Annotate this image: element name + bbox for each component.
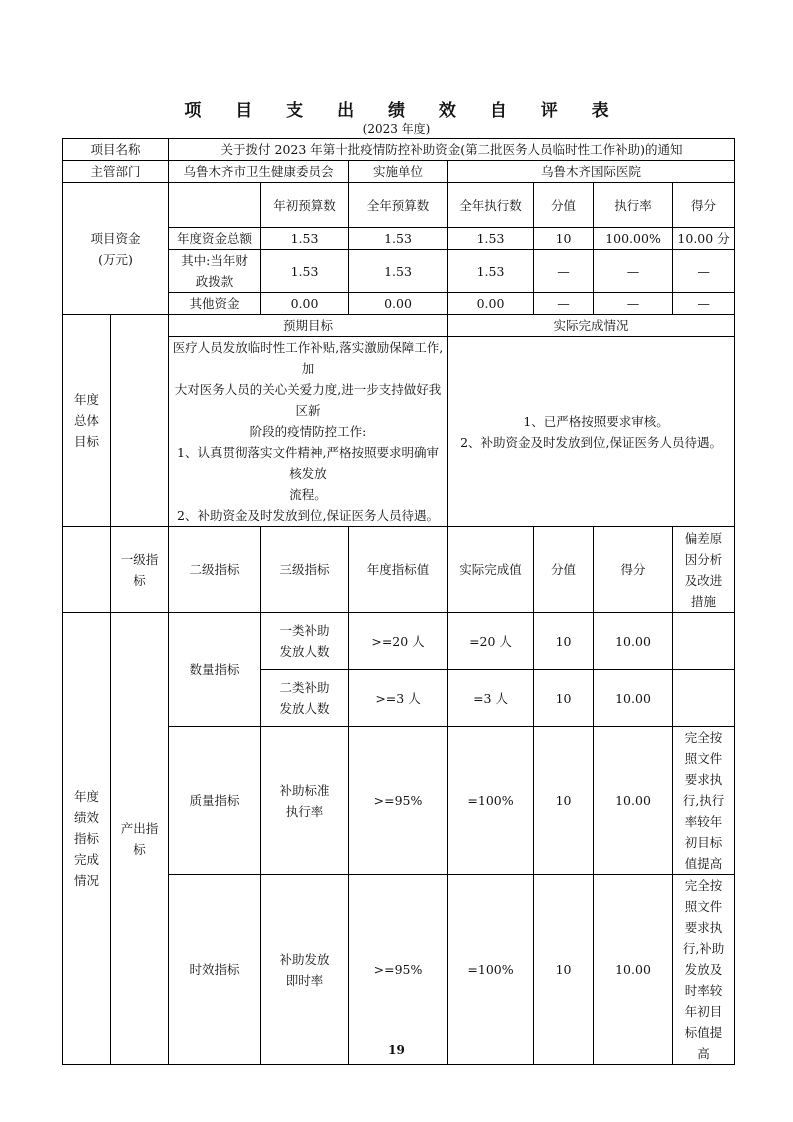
funds-header: 分值 bbox=[534, 183, 594, 228]
funds-header: 得分 bbox=[673, 183, 735, 228]
goals-header-row bbox=[63, 315, 735, 337]
dept-label: 主管部门 bbox=[63, 161, 169, 183]
expected-goal-header: 预期目标 bbox=[169, 315, 448, 337]
funds-cell: 1.53 bbox=[261, 250, 349, 293]
actual-value: =100% bbox=[448, 727, 534, 875]
deviation-note: 完全按照文件要求执行,补助发放及时率较年初目标值提高 bbox=[673, 875, 735, 1065]
level2-indicator: 时效指标 bbox=[169, 875, 261, 1065]
actual-result-header: 实际完成情况 bbox=[448, 315, 735, 337]
deviation-note bbox=[673, 670, 735, 727]
funds-cell: 1.53 bbox=[448, 228, 534, 250]
indicator-header: 实际完成值 bbox=[448, 527, 534, 613]
actual-value: =20 人 bbox=[448, 613, 534, 670]
level1-indicator: 产出指标 bbox=[111, 613, 169, 1065]
indicator-header: 得分 bbox=[594, 527, 673, 613]
level3-indicator: 补助发放即时率 bbox=[261, 875, 349, 1065]
target-value: >=3 人 bbox=[349, 670, 448, 727]
deviation-note: 完全按照文件要求执行,执行率较年初目标值提高 bbox=[673, 727, 735, 875]
score-value: 10 bbox=[534, 670, 594, 727]
actual-value: =3 人 bbox=[448, 670, 534, 727]
funds-cell: 1.53 bbox=[448, 250, 534, 293]
funds-header: 全年预算数 bbox=[349, 183, 448, 228]
project-name-row bbox=[63, 139, 735, 161]
expected-goal-line: 1、认真贯彻落实文件精神,严格按照要求明确审核发放 bbox=[177, 445, 439, 481]
got-value: 10.00 bbox=[594, 613, 673, 670]
funds-cell: — bbox=[673, 293, 735, 315]
page-subtitle: (2023 年度) bbox=[362, 122, 431, 136]
funds-header-row bbox=[63, 183, 735, 228]
actual-result-line: 1、已严格按照要求审核。 bbox=[523, 413, 669, 429]
indicator-header: 分值 bbox=[534, 527, 594, 613]
target-value: >=95% bbox=[349, 727, 448, 875]
score-value: 10 bbox=[534, 613, 594, 670]
funds-label bbox=[63, 183, 169, 315]
funds-header: 全年执行数 bbox=[448, 183, 534, 228]
expected-goal-line: 阶段的疫情防控工作: bbox=[249, 424, 367, 439]
level3-indicator: 二类补助发放人数 bbox=[261, 670, 349, 727]
funds-row-label: 年度资金总额 bbox=[169, 228, 261, 250]
indicator-row bbox=[63, 613, 735, 670]
expected-goal-line: 2、补助资金及时发放到位,保证医务人员待遇。 bbox=[177, 508, 439, 523]
page-title: 项 目 支 出 绩 效 自 评 表 bbox=[184, 101, 623, 121]
actual-result-line: 2、补助资金及时发放到位,保证医务人员待遇。 bbox=[460, 434, 723, 450]
indicator-header-row bbox=[63, 527, 735, 613]
target-value: >=95% bbox=[349, 875, 448, 1065]
funds-header: 年初预算数 bbox=[261, 183, 349, 228]
funds-cell: 0.00 bbox=[448, 293, 534, 315]
impl-label: 实施单位 bbox=[349, 161, 448, 183]
funds-row-label: 其他资金 bbox=[169, 293, 261, 315]
got-value: 10.00 bbox=[594, 727, 673, 875]
indicator-header: 年度指标值 bbox=[349, 527, 448, 613]
indicator-header: 偏差原因分析及改进措施 bbox=[673, 527, 735, 613]
expected-goal-line: 医疗人员发放临时性工作补贴,落实激励保障工作,加 bbox=[172, 340, 444, 376]
got-value: 10.00 bbox=[594, 670, 673, 727]
funds-cell: 10.00 分 bbox=[673, 228, 735, 250]
actual-result-text bbox=[448, 337, 735, 527]
got-value: 10.00 bbox=[594, 875, 673, 1065]
funds-cell: — bbox=[534, 250, 594, 293]
funds-cell: — bbox=[673, 250, 735, 293]
department-row bbox=[63, 161, 735, 183]
indicator-section-label: 年度绩效指标完成情况 bbox=[63, 613, 111, 1065]
funds-cell: 0.00 bbox=[261, 293, 349, 315]
funds-header: 执行率 bbox=[594, 183, 673, 228]
expected-goal-line: 大对医务人员的关心关爱力度,进一步支持做好我区新 bbox=[174, 382, 442, 418]
level2-indicator: 数量指标 bbox=[169, 613, 261, 727]
deviation-note bbox=[673, 613, 735, 670]
funds-label-line1: 项目资金 bbox=[90, 230, 141, 246]
project-name-value: 关于拨付 2023 年第十批疫情防控补助资金(第二批医务人员临时性工作补助)的通知 bbox=[169, 139, 735, 161]
funds-cell: — bbox=[594, 250, 673, 293]
indicator-header: 三级指标 bbox=[261, 527, 349, 613]
project-name-label: 项目名称 bbox=[63, 139, 169, 161]
score-value: 10 bbox=[534, 727, 594, 875]
score-value: 10 bbox=[534, 875, 594, 1065]
impl-value: 乌鲁木齐国际医院 bbox=[448, 161, 735, 183]
level3-indicator: 补助标准执行率 bbox=[261, 727, 349, 875]
dept-value: 乌鲁木齐市卫生健康委员会 bbox=[169, 161, 349, 183]
funds-cell: 1.53 bbox=[349, 250, 448, 293]
evaluation-table bbox=[62, 138, 735, 1065]
funds-row-label: 其中:当年财政拨款 bbox=[169, 250, 261, 293]
actual-value: =100% bbox=[448, 875, 534, 1065]
goals-label: 年度总体目标 bbox=[63, 315, 111, 527]
indicator-header: 一级指标 bbox=[111, 527, 169, 613]
funds-cell: 10 bbox=[534, 228, 594, 250]
funds-cell: 100.00% bbox=[594, 228, 673, 250]
expected-goal-line: 流程。 bbox=[289, 487, 327, 502]
indicator-header: 二级指标 bbox=[169, 527, 261, 613]
target-value: >=20 人 bbox=[349, 613, 448, 670]
level2-indicator: 质量指标 bbox=[169, 727, 261, 875]
funds-cell: — bbox=[534, 293, 594, 315]
funds-cell: 0.00 bbox=[349, 293, 448, 315]
goals-blank bbox=[111, 315, 169, 527]
funds-label-line2: (万元) bbox=[98, 251, 133, 267]
funds-header-blank bbox=[169, 183, 261, 228]
indicator-header-blank bbox=[63, 527, 111, 613]
expected-goal-text bbox=[169, 337, 448, 527]
page-number: 19 bbox=[388, 1043, 405, 1057]
funds-cell: 1.53 bbox=[261, 228, 349, 250]
funds-cell: — bbox=[594, 293, 673, 315]
funds-cell: 1.53 bbox=[349, 228, 448, 250]
level3-indicator: 一类补助发放人数 bbox=[261, 613, 349, 670]
